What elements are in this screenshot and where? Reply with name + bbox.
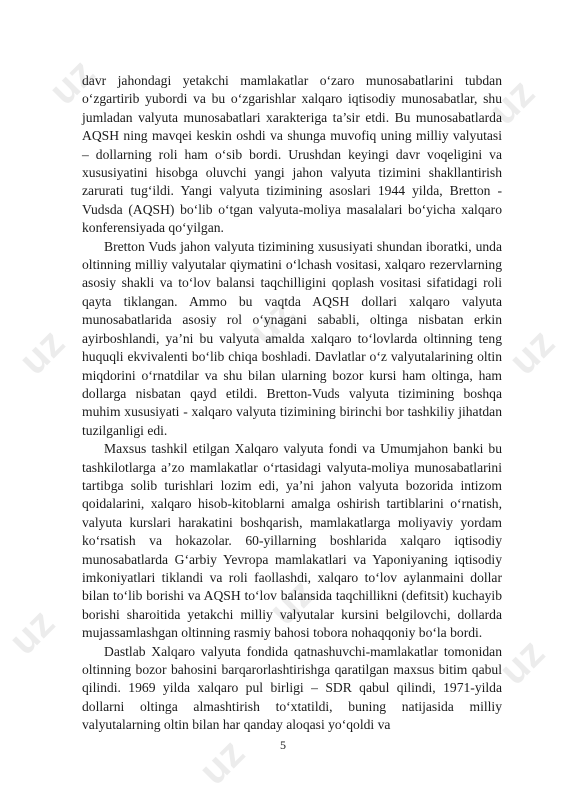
paragraph: davr jahondagi yetakchi mamlakatlar o‘zaro munosabatlarini tubdan o‘zgartirib yubordi va bu o‘zgarishlar xalqaro iqtisodiy munosabatlar, shu jumladan valyuta munosabatlari xarakteriga ta’sir etdi. Bu munosabatlarda AQSH ning mavqei keskin oshdi va shunga muvofiq uning milliy valyutasi – dollarning roli ham o‘sib bordi. Urushdan keyingi davr voqeligini va xususiyatini hisobga oluvchi yangi jahon valyuta tizimini shakllantirish zarurati tug‘ildi. Yangi valyuta tizimining asoslari 1944 yilda, Bretton - Vudsda (AQSH) bo‘lib o‘tgan valyuta-moliya masalalari bo‘yicha xalqaro konferensiyada qo‘yilgan. bbox=[82, 73, 502, 236]
watermark: uz bbox=[40, 50, 104, 114]
watermark: uz bbox=[480, 70, 544, 134]
watermark: uz bbox=[10, 320, 74, 384]
body-text bbox=[82, 72, 502, 735]
watermark: uz bbox=[190, 730, 254, 794]
paragraph: Dastlab Xalqaro valyuta fondida qatnashuvchi-mamlakatlar tomonidan oltinning bozor bahosini barqarorlashtirishga qaratilgan maxsus bitim qabul qilindi. 1969 yilda xalqaro pul birligi – SDR qabul qilindi, 1971-yilda dollarni oltinga almashtirish to‘xtatildi, buning natijasida milliy valyutalarning oltin bilan har qanday aloqasi yo‘qoldi va bbox=[82, 643, 502, 733]
watermark: uz bbox=[490, 630, 554, 694]
paragraph: Maxsus tashkil etilgan Xalqaro valyuta fondi va Umumjahon banki bu tashkilotlarga a’zo mamlakatlar o‘rtasidagi valyuta-moliya munosabatlarini tartibga solib turishlari lozim edi, ya’ni jahon valyuta bozorida intizom qoidalarini, xalqaro hisob-kitoblarni amalga oshirish tartiblarini o‘rnatish, valyuta kurslari harakatini boshqarish, mamlakatlarga moliyaviy yordam ko‘rsatish va hokazolar. 60-yillarning boshlarida xalqaro iqtisodiy munosabatlarda G‘arbiy Yevropa mamlakatlari va Yaponiyaning iqtisodiy imkoniyatlari tiklandi va roli faollashdi, xalqaro to‘lov aylanmaini dollar bilan to‘lib borishi va AQSH to‘lov balansida taqchillikni (defitsit) kuchayib borishi sharoitida yetakchi milliy valyutalar kursini belgilovchi, dollarda mujassamlashgan oltinning rasmiy bahosi tobora nohaqqoniy bo‘la bordi. bbox=[82, 441, 502, 641]
watermark: uz bbox=[500, 320, 564, 384]
watermark: uz bbox=[0, 600, 64, 664]
watermark: uz bbox=[240, 290, 304, 354]
watermark: uz bbox=[260, 570, 324, 634]
paragraph: Bretton Vuds jahon valyuta tizimining xususiyati shundan iboratki, unda oltinning milliy valyutalar qiymatini o‘lchash vositasi, xalqaro rezervlarning asosiy shakli va to‘lov balansi taqchilligini qoplash vositasi sifatidagi roli qayta tiklangan. Ammo bu vaqtda AQSH dollari xalqaro valyuta munosabatlarida asosiy rol o‘ynagani sababli, oltinga nisbatan erkin ayirboshlandi, ya’ni bu valyuta amalda xalqaro to‘lovlarda oltinning teng huquqli ekvivalenti bo‘lib chiqa boshladi. Davlatlar o‘z valyutalarining oltin miqdorini o‘rnatdilar va shu bilan ularning bozor kursi ham oltinga, ham dollarga nisbatan qayd etildi. Bretton-Vuds valyuta tizimining boshqa muhim xususiyati - xalqaro valyuta tizimining birinchi bor tashkiliy jihatdan tuzilganligi edi. bbox=[82, 238, 502, 438]
page-number: 5 bbox=[280, 738, 286, 752]
